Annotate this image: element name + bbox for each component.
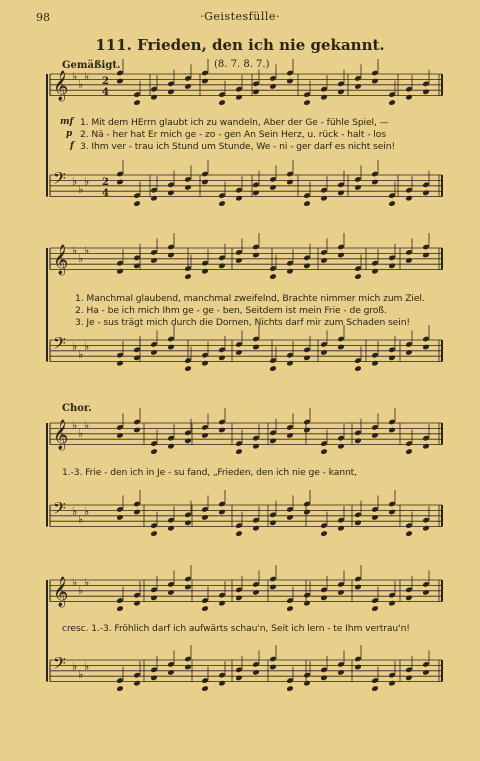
note-head — [337, 252, 345, 259]
note-head — [235, 675, 243, 682]
note-head — [286, 432, 294, 439]
note-head — [354, 273, 362, 280]
flat-icon: ♭ — [84, 244, 90, 257]
chorus-label: Chor. — [62, 403, 92, 414]
note-head — [252, 525, 260, 532]
note-head — [116, 78, 124, 85]
treble-clef-icon: 𝄞 — [53, 420, 69, 450]
flat-icon: ♭ — [72, 70, 78, 83]
note-head — [201, 685, 209, 692]
flat-icon: ♭ — [72, 419, 78, 432]
note-head — [388, 600, 396, 607]
note-head — [371, 605, 379, 612]
time-signature-bottom: 4 — [102, 188, 109, 199]
note-head — [269, 520, 277, 527]
note-head — [269, 184, 277, 191]
note-head — [303, 355, 311, 362]
flat-icon: ♭ — [78, 427, 84, 440]
note-head — [150, 595, 158, 602]
note-head — [116, 514, 124, 521]
note-head — [116, 268, 124, 275]
note-head — [184, 664, 192, 671]
note-head — [133, 99, 141, 106]
note-head — [269, 584, 277, 591]
note-head — [337, 525, 345, 532]
flat-icon: ♭ — [84, 340, 90, 353]
note-head — [133, 509, 141, 516]
note-head — [337, 669, 345, 676]
note-head — [354, 365, 362, 372]
note-head — [218, 427, 226, 434]
flat-icon: ♭ — [84, 419, 90, 432]
note-head — [337, 344, 345, 351]
lyric-s4-v1: cresc. 1.-3. Fröhlich darf ich aufwärts schau'n, Seit ich lern - te Ihm vertrau'n! — [62, 623, 410, 634]
note-head — [320, 94, 328, 101]
note-head — [184, 83, 192, 90]
note-head — [405, 675, 413, 682]
lyric-s2-v1: 1. Manchmal glaubend, manchmal zweifelnd, Brachte nimmer mich zum Ziel. — [75, 293, 425, 304]
note-head — [184, 584, 192, 591]
note-head — [201, 360, 209, 367]
lyric-s1-v1: 1. Mit dem HErrn glaubt ich zu wandeln, Aber der Ge - fühle Spiel, — — [80, 117, 389, 128]
flat-icon: ♭ — [84, 576, 90, 589]
note-head — [388, 509, 396, 516]
note-head — [269, 83, 277, 90]
treble-clef-icon: 𝄞 — [53, 577, 69, 607]
note-head — [354, 438, 362, 445]
note-head — [218, 99, 226, 106]
note-head — [167, 525, 175, 532]
note-head — [218, 509, 226, 516]
note-head — [303, 680, 311, 687]
note-head — [371, 514, 379, 521]
note-head — [235, 448, 243, 455]
note-head — [150, 257, 158, 264]
note-head — [371, 360, 379, 367]
dynamic-f: f — [70, 141, 74, 151]
lyric-s2-v2: 2. Ha - be ich mich Ihm ge - ge - ben, Seitdem ist mein Frie - de groß. — [75, 305, 387, 316]
note-head — [422, 344, 430, 351]
note-head — [320, 675, 328, 682]
note-head — [167, 589, 175, 596]
note-head — [405, 448, 413, 455]
bass-clef-icon: 𝄢 — [53, 653, 66, 677]
flat-icon: ♭ — [84, 175, 90, 188]
note-head — [371, 268, 379, 275]
flat-icon: ♭ — [72, 505, 78, 518]
bass-clef-icon: 𝄢 — [53, 498, 66, 522]
note-head — [303, 427, 311, 434]
note-head — [133, 200, 141, 207]
note-head — [133, 600, 141, 607]
note-head — [184, 520, 192, 527]
note-head — [252, 669, 260, 676]
note-head — [422, 190, 430, 197]
note-head — [303, 600, 311, 607]
note-head — [116, 605, 124, 612]
note-head — [337, 89, 345, 96]
lyric-s2-v3: 3. Je - sus trägt mich durch die Dornen, Nichts darf mir zum Schaden sein! — [75, 317, 410, 328]
note-head — [320, 349, 328, 356]
note-head — [354, 584, 362, 591]
note-head — [388, 99, 396, 106]
note-head — [235, 595, 243, 602]
treble-clef-icon: 𝄞 — [53, 245, 69, 275]
note-head — [167, 252, 175, 259]
note-head — [150, 448, 158, 455]
flat-icon: ♭ — [78, 348, 84, 361]
note-head — [303, 509, 311, 516]
note-head — [286, 268, 294, 275]
time-signature-top: 2 — [102, 76, 109, 87]
note-head — [150, 195, 158, 202]
note-head — [116, 179, 124, 186]
note-head — [116, 360, 124, 367]
treble-clef-icon: 𝄞 — [53, 71, 69, 101]
time-signature-bottom: 4 — [102, 87, 109, 98]
note-head — [252, 344, 260, 351]
time-signature-top: 2 — [102, 177, 109, 188]
note-head — [371, 432, 379, 439]
note-head — [184, 438, 192, 445]
note-head — [388, 427, 396, 434]
note-head — [286, 685, 294, 692]
bass-clef-icon: 𝄢 — [53, 333, 66, 357]
note-head — [337, 589, 345, 596]
note-head — [150, 530, 158, 537]
flat-icon: ♭ — [78, 513, 84, 526]
note-head — [286, 605, 294, 612]
note-head — [286, 179, 294, 186]
note-head — [320, 595, 328, 602]
note-head — [218, 200, 226, 207]
note-head — [320, 195, 328, 202]
meter-marking: (8. 7. 8. 7.) — [214, 59, 270, 70]
flat-icon: ♭ — [84, 660, 90, 673]
flat-icon: ♭ — [72, 244, 78, 257]
note-head — [388, 200, 396, 207]
page-number: 98 — [36, 11, 50, 24]
note-head — [218, 355, 226, 362]
flat-icon: ♭ — [78, 183, 84, 196]
note-head — [235, 349, 243, 356]
note-head — [218, 600, 226, 607]
note-head — [405, 94, 413, 101]
note-head — [405, 595, 413, 602]
note-head — [388, 355, 396, 362]
note-head — [405, 195, 413, 202]
note-head — [167, 344, 175, 351]
flat-icon: ♭ — [72, 340, 78, 353]
note-head — [252, 89, 260, 96]
note-head — [422, 89, 430, 96]
flat-icon: ♭ — [78, 584, 84, 597]
note-head — [354, 520, 362, 527]
note-head — [269, 273, 277, 280]
note-head — [150, 94, 158, 101]
note-head — [303, 99, 311, 106]
note-head — [184, 184, 192, 191]
flat-icon: ♭ — [78, 252, 84, 265]
note-head — [354, 83, 362, 90]
note-head — [235, 257, 243, 264]
note-head — [252, 252, 260, 259]
flat-icon: ♭ — [78, 78, 84, 91]
note-head — [252, 190, 260, 197]
lyric-s1-v2: 2. Nä - her hat Er mich ge - zo - gen An Sein Herz, u. rück - halt - los — [80, 129, 386, 140]
note-head — [184, 273, 192, 280]
note-head — [167, 443, 175, 450]
note-head — [201, 179, 209, 186]
note-head — [201, 605, 209, 612]
dynamic-mf: mf — [60, 117, 74, 127]
note-head — [150, 349, 158, 356]
note-head — [422, 589, 430, 596]
note-head — [422, 443, 430, 450]
note-head — [388, 680, 396, 687]
note-head — [184, 365, 192, 372]
note-head — [354, 184, 362, 191]
note-head — [269, 438, 277, 445]
flat-icon: ♭ — [72, 660, 78, 673]
note-head — [303, 200, 311, 207]
note-head — [150, 675, 158, 682]
note-head — [201, 268, 209, 275]
note-head — [269, 664, 277, 671]
note-head — [371, 179, 379, 186]
note-head — [235, 94, 243, 101]
lyric-s3-v1: 1.-3. Frie - den ich in Je - su fand, „Frieden, den ich nie ge - kannt, — [62, 467, 358, 478]
lyric-s1-v3: 3. Ihm ver - trau ich Stund um Stunde, We - ni - ger darf es nicht sein! — [80, 141, 396, 152]
bass-clef-icon: 𝄢 — [53, 168, 66, 192]
note-head — [371, 78, 379, 85]
note-head — [371, 685, 379, 692]
flat-icon: ♭ — [84, 70, 90, 83]
note-head — [422, 669, 430, 676]
tempo-marking: Gemäßigt. — [62, 60, 121, 71]
note-head — [405, 349, 413, 356]
note-head — [337, 190, 345, 197]
note-head — [201, 432, 209, 439]
note-head — [422, 252, 430, 259]
note-head — [320, 448, 328, 455]
note-head — [235, 530, 243, 537]
note-head — [218, 263, 226, 270]
note-head — [116, 685, 124, 692]
note-head — [116, 432, 124, 439]
note-head — [133, 680, 141, 687]
note-head — [405, 257, 413, 264]
note-head — [286, 360, 294, 367]
note-head — [405, 530, 413, 537]
note-head — [167, 669, 175, 676]
note-head — [422, 525, 430, 532]
note-head — [303, 263, 311, 270]
note-head — [201, 78, 209, 85]
note-head — [286, 78, 294, 85]
note-head — [133, 427, 141, 434]
note-head — [167, 89, 175, 96]
note-head — [320, 530, 328, 537]
flat-icon: ♭ — [78, 668, 84, 681]
flat-icon: ♭ — [72, 576, 78, 589]
note-head — [218, 680, 226, 687]
flat-icon: ♭ — [72, 175, 78, 188]
note-head — [286, 514, 294, 521]
note-head — [354, 664, 362, 671]
note-head — [167, 190, 175, 197]
hymn-title: 111. Frieden, den ich nie gekannt. — [95, 36, 385, 54]
note-head — [252, 443, 260, 450]
note-head — [337, 443, 345, 450]
note-head — [269, 365, 277, 372]
note-head — [388, 263, 396, 270]
note-head — [320, 257, 328, 264]
note-head — [252, 589, 260, 596]
note-head — [235, 195, 243, 202]
book-title: ·Geistesfülle· — [200, 10, 280, 23]
flat-icon: ♭ — [84, 505, 90, 518]
note-head — [201, 514, 209, 521]
dynamic-p: p — [66, 129, 73, 139]
